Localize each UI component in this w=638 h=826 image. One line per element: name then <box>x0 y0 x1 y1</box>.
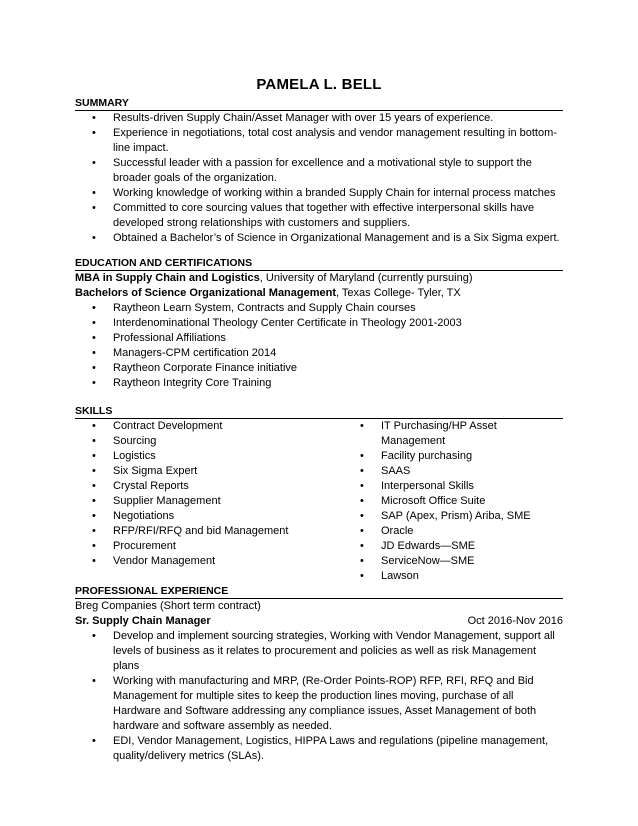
degree-1-school: , University of Maryland (currently pursuing) <box>259 272 473 284</box>
company-name: Breg Companies (Short term contract) <box>75 600 261 612</box>
degree-2-title: Bachelors of Science Organizational Management <box>75 287 337 299</box>
list-item: • SAP (Apex, Prism) Ariba, SME <box>343 509 563 524</box>
experience-section <box>75 584 563 764</box>
list-item: • Raytheon Integrity Core Training <box>75 376 563 391</box>
list-item: • Lawson <box>343 569 563 584</box>
list-item: • Working with manufacturing and MRP, (Re-Order Points-ROP) RFP, RFI, RFQ and Bid Management for multiple sites to keep the production lines moving, purchase of all Hardware and Software addressing any compliance issues, Asset Management of both hardware and software assembly as needed. <box>75 674 563 734</box>
list-item: • Contract Development <box>75 419 343 434</box>
list-item: • IT Purchasing/HP Asset Management <box>343 419 563 449</box>
list-item: • Raytheon Corporate Finance initiative <box>75 361 563 376</box>
list-item: • Sourcing <box>75 434 343 449</box>
list-item: • RFP/RFI/RFQ and bid Management <box>75 524 343 539</box>
list-item: • Interpersonal Skills <box>343 479 563 494</box>
education-heading: EDUCATION AND CERTIFICATIONS <box>75 256 563 271</box>
education-section <box>75 256 563 391</box>
summary-heading: SUMMARY <box>75 96 563 111</box>
summary-list <box>75 111 563 246</box>
list-item: • Professional Affiliations <box>75 331 563 346</box>
list-item: • Managers-CPM certification 2014 <box>75 346 563 361</box>
degree-2-school: , Texas College- Tyler, TX <box>336 287 461 299</box>
list-item: • EDI, Vendor Management, Logistics, HIPPA Laws and regulations (pipeline management, quality/delivery metrics (SLAs). <box>75 734 563 764</box>
list-item: • Develop and implement sourcing strategies, Working with Vendor Management, support all levels of business as it relates to procurement and policies as well as risk Management plans <box>75 629 563 674</box>
list-item: • Successful leader with a passion for excellence and a motivational style to support the broader goals of the organization. <box>75 156 563 186</box>
list-item: • Raytheon Learn System, Contracts and Supply Chain courses <box>75 301 563 316</box>
list-item: • JD Edwards—SME <box>343 539 563 554</box>
skills-left-list <box>75 419 343 584</box>
list-item: • Procurement <box>75 539 343 554</box>
list-item: • Negotiations <box>75 509 343 524</box>
list-item: • Experience in negotiations, total cost analysis and vendor management resulting in bottom-line impact. <box>75 126 563 156</box>
job-title: Sr. Supply Chain Manager <box>75 615 211 627</box>
list-item: • Working knowledge of working within a branded Supply Chain for internal process matches <box>75 186 563 201</box>
list-item: • Logistics <box>75 449 343 464</box>
skills-right-list <box>343 419 563 584</box>
list-item: • Microsoft Office Suite <box>343 494 563 509</box>
degree-1-title: MBA in Supply Chain and Logistics <box>75 272 260 284</box>
summary-section <box>75 96 563 246</box>
experience-list <box>75 629 563 764</box>
skills-heading: SKILLS <box>75 404 563 419</box>
list-item: • Interdenominational Theology Center Certificate in Theology 2001-2003 <box>75 316 563 331</box>
job-dates: Oct 2016-Nov 2016 <box>467 615 563 627</box>
list-item: • Vendor Management <box>75 554 343 569</box>
list-item: • Results-driven Supply Chain/Asset Manager with over 15 years of experience. <box>75 111 563 126</box>
degree-2 <box>75 286 563 301</box>
skills-columns <box>75 419 563 584</box>
job-header <box>75 614 563 629</box>
list-item: • Crystal Reports <box>75 479 343 494</box>
list-item: • ServiceNow—SME <box>343 554 563 569</box>
list-item: • Facility purchasing <box>343 449 563 464</box>
list-item: • Obtained a Bachelor’s of Science in Organizational Management and is a Six Sigma expert. <box>75 231 563 246</box>
list-item: • Supplier Management <box>75 494 343 509</box>
degree-1 <box>75 271 563 286</box>
candidate-name: PAMELA L. BELL <box>256 76 382 93</box>
experience-heading: PROFESSIONAL EXPERIENCE <box>75 584 563 599</box>
list-item: • SAAS <box>343 464 563 479</box>
education-list <box>75 301 563 391</box>
list-item: • Oracle <box>343 524 563 539</box>
skills-section <box>75 404 563 584</box>
list-item: • Committed to core sourcing values that together with effective interpersonal skills have developed strong relationships with customers and suppliers. <box>75 201 563 231</box>
list-item: • Six Sigma Expert <box>75 464 343 479</box>
